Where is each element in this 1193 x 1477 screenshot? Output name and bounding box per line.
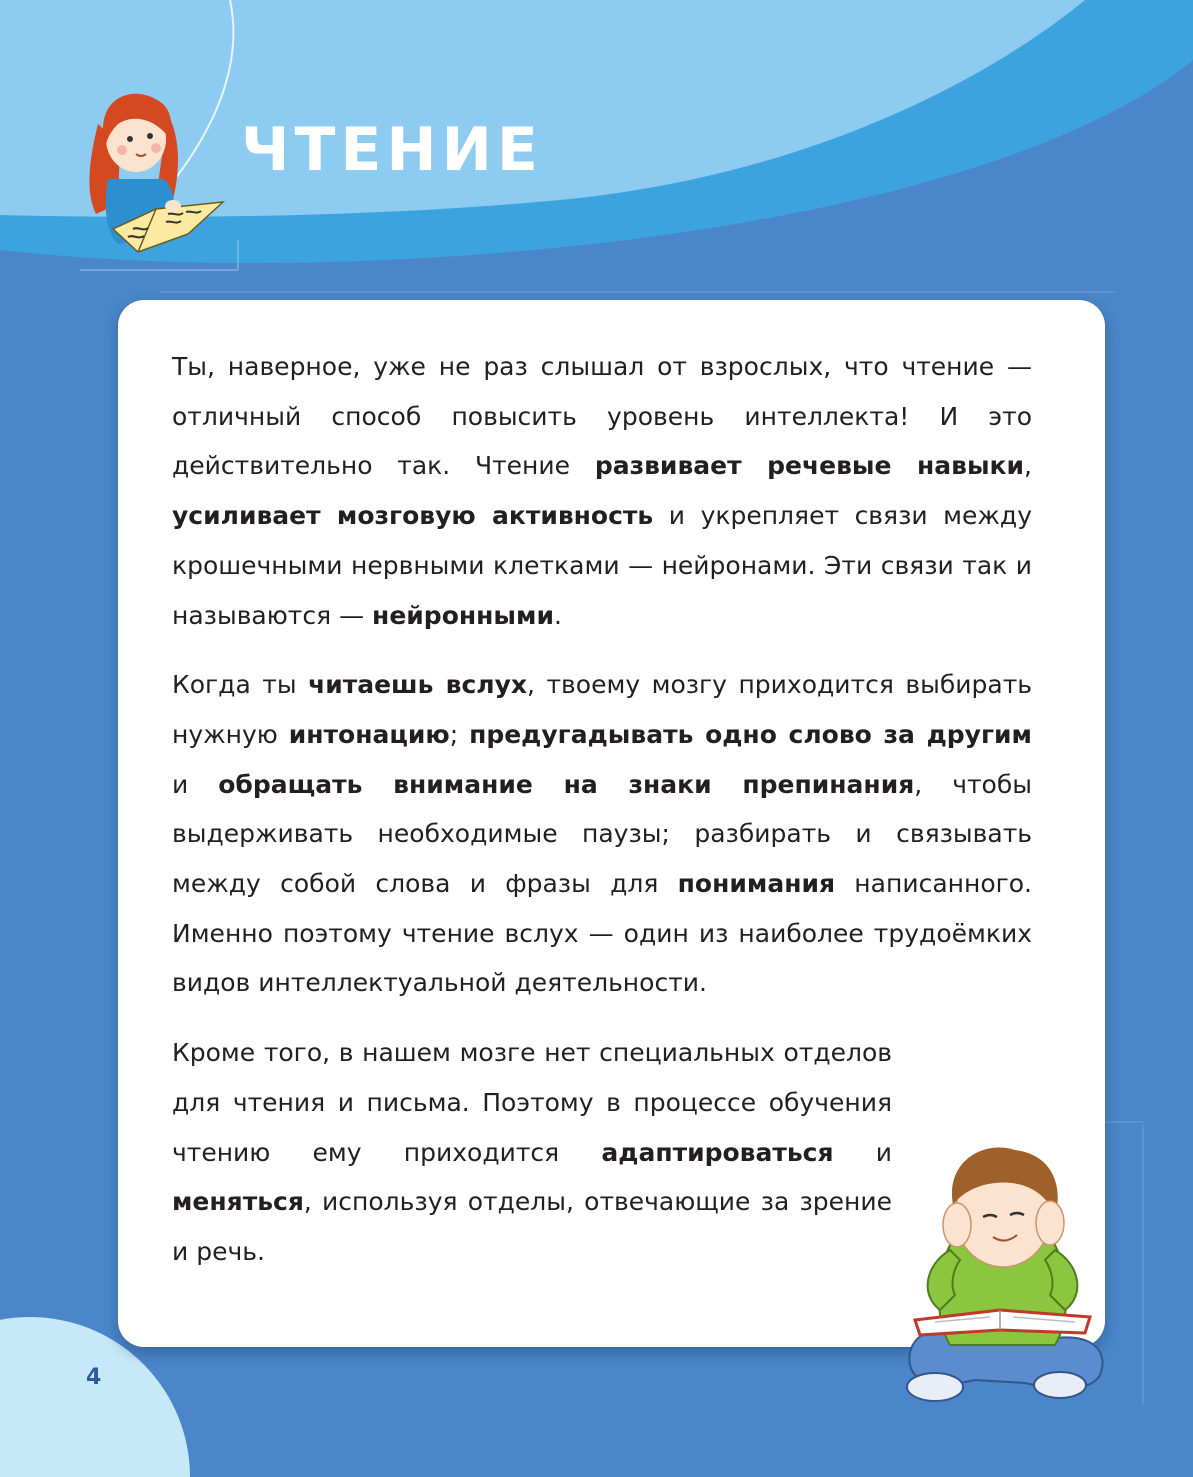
text-run: и [833,1137,892,1167]
bold-phrase: понимания [677,869,836,899]
text-run: ; [449,719,470,749]
bold-phrase: меняться [172,1187,304,1217]
bold-phrase: обращать внимание на знаки препинания [218,769,915,799]
girl-reading-illustration [78,84,228,264]
text-run: Кроме того, в нашем мозге нет специальных отделов для чтения и письма. Поэтому в процессе обучения чтению ему приходится [172,1038,892,1167]
paragraph [172,660,1032,1008]
text-run: , [1024,451,1032,481]
bold-phrase: адаптироваться [601,1137,834,1167]
text-run: и [172,769,219,799]
text-run: , используя отделы, отвечающие за зрение и речь. [172,1187,892,1266]
bold-phrase: предугадывать одно слово за другим [469,719,1032,749]
bold-phrase: усиливает мозговую активность [172,501,654,531]
text-run: Ты, наверное, уже не раз слышал от взрослых, что чтение — отличный способ повысить уровень интеллекта! И это действительно так. Чтение [172,352,1032,481]
boy-reading-illustration [895,1135,1110,1410]
bold-phrase: интонацию [288,719,450,749]
bold-phrase: развивает речевые навыки [594,451,1025,481]
paragraph [172,1028,892,1277]
text-run: и укрепляет связи между крошечными нервными клетками — нейронами. Эти связи так и называются — [172,501,1033,630]
paragraph [172,342,1032,640]
text-run: Когда ты [172,670,309,700]
page-number: 4 [86,1365,102,1390]
text-run: написанного. Именно поэтому чтение вслух — один из наиболее трудоёмких видов интеллектуальной деятельности. [172,869,1032,998]
text-run: , чтобы выдерживать необходимые паузы; разбирать и связывать между собой слова и фразы для [172,769,1032,899]
bold-phrase: нейронными [372,600,554,630]
bold-phrase: читаешь вслух [308,670,528,700]
text-run: . [553,600,562,630]
page-title: ЧТЕНИЕ [241,115,543,185]
text-run: , твоему мозгу приходится выбирать нужную [172,670,1033,749]
